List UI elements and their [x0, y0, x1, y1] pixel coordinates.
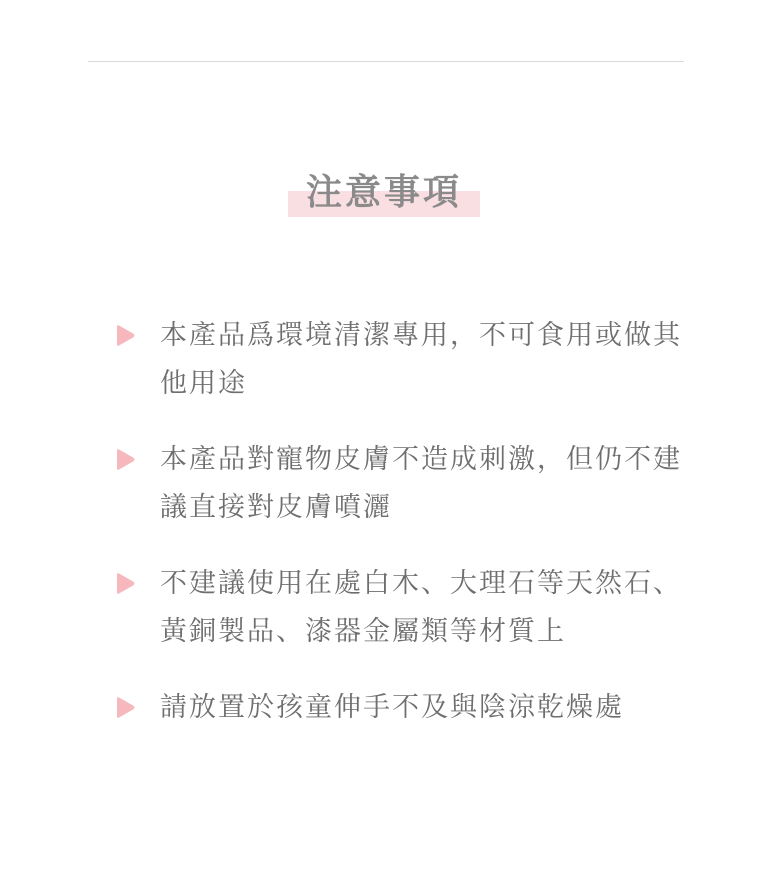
- notice-list: [114, 312, 704, 760]
- title-box: [288, 168, 480, 218]
- notice-text: 本產品對寵物皮膚不造成刺激，但仍不建議直接對皮膚噴灑: [160, 444, 682, 523]
- list-item: [114, 684, 704, 732]
- top-divider: [88, 61, 684, 62]
- page-title: 注意事項: [305, 172, 462, 213]
- notice-text: 不建議使用在處白木、大理石等天然石、黃銅製品、漆器金屬類等材質上: [160, 568, 682, 647]
- list-item: [114, 312, 704, 408]
- play-triangle-icon: [114, 571, 136, 596]
- notice-text: 本產品爲環境清潔專用，不可食用或做其他用途: [160, 320, 682, 399]
- play-triangle-icon: [114, 447, 136, 472]
- notice-text: 請放置於孩童伸手不及與陰涼乾燥處: [160, 692, 624, 723]
- list-item: [114, 560, 704, 656]
- play-triangle-icon: [114, 323, 136, 348]
- list-item: [114, 436, 704, 532]
- section-header: [0, 168, 768, 218]
- play-triangle-icon: [114, 695, 136, 720]
